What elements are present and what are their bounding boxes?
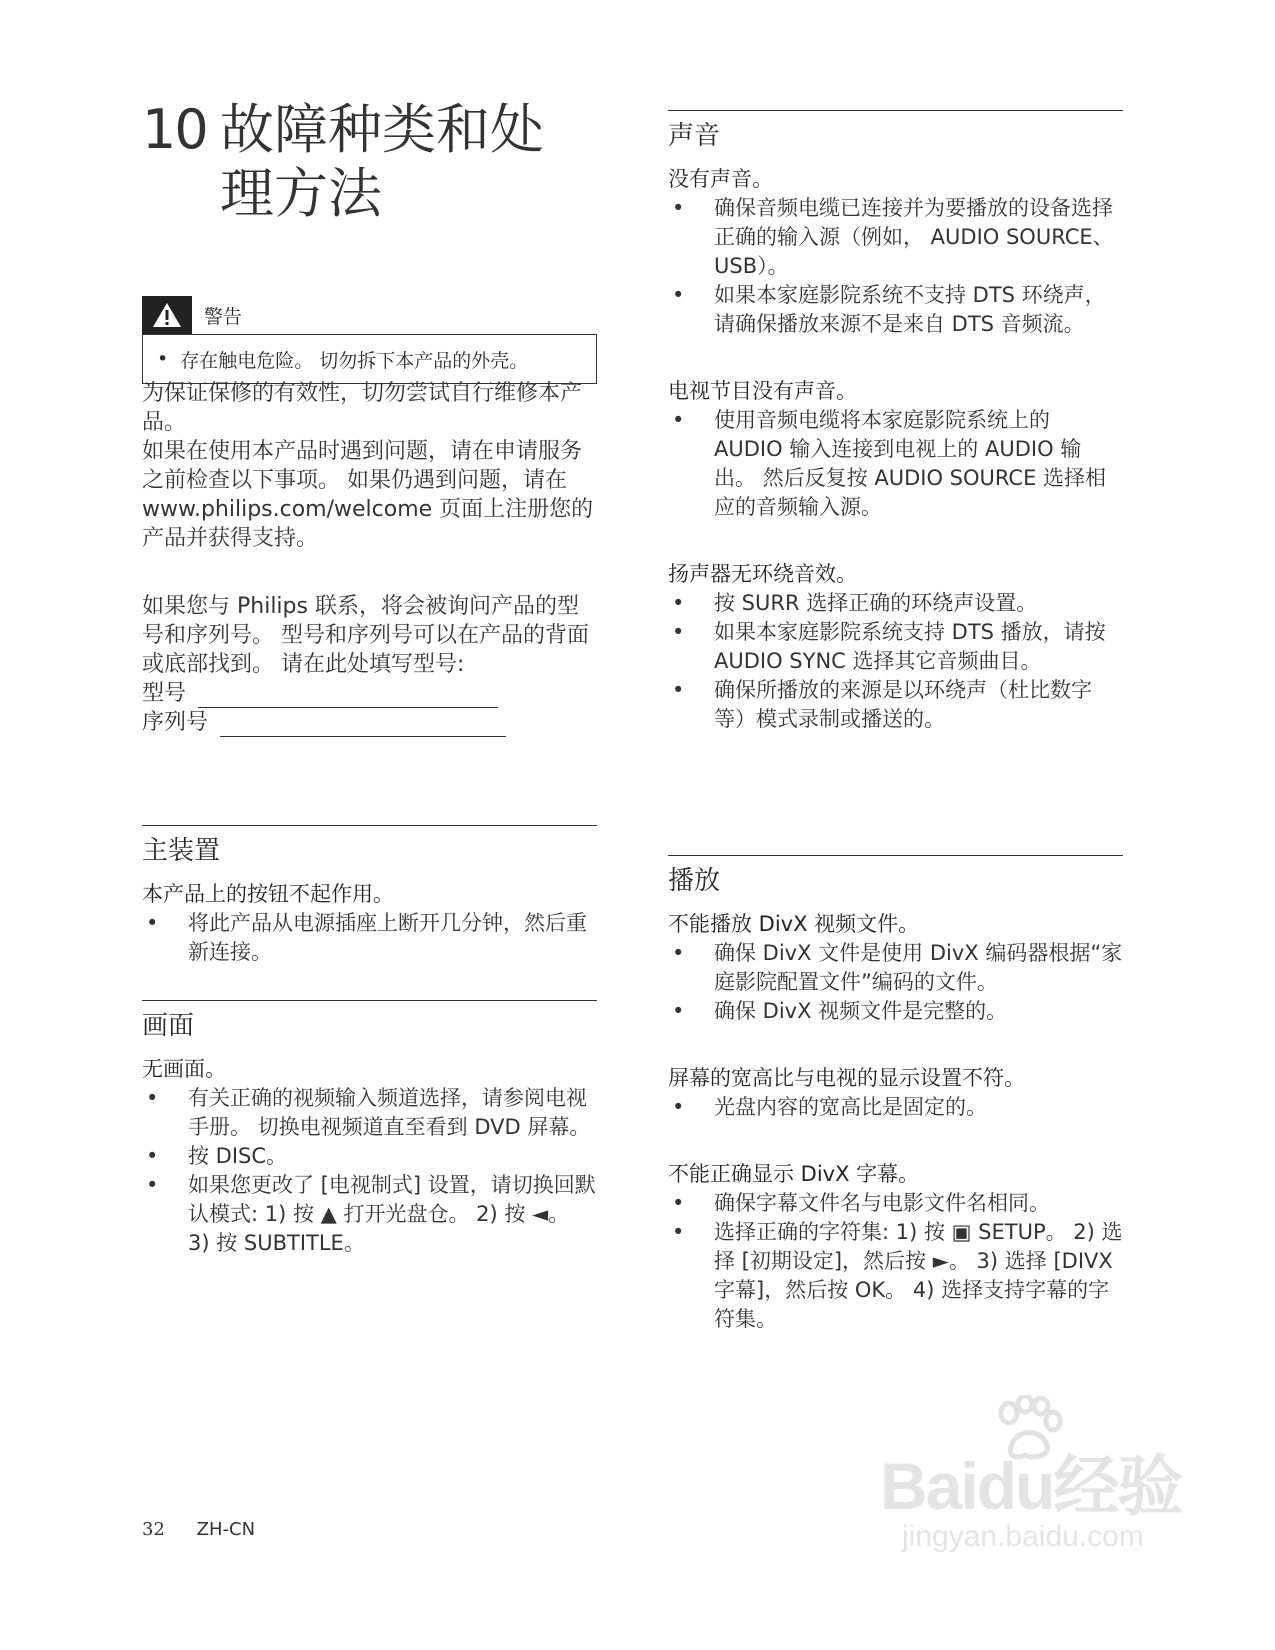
list-item	[668, 406, 1123, 522]
model-blank-line	[198, 685, 498, 708]
issue-title: 没有声音。	[668, 167, 773, 191]
section-title: 播放	[668, 866, 721, 896]
list-item	[142, 1084, 597, 1142]
solution-list	[668, 1189, 1123, 1334]
bullet: •	[672, 1191, 685, 1215]
item-text: 按 DISC。	[188, 1144, 288, 1168]
intro-paragraph-3: 如果您与 Philips 联系，将会被询问产品的型号和序列号。 型号和序列号可以在产品的背面或底部找到。 请在此处填写型号:	[142, 594, 589, 677]
solution-list	[668, 939, 1123, 1026]
item-text: 按 SURR 选择正确的环绕声设置。	[714, 591, 1038, 615]
issue-title: 本产品上的按钮不起作用。	[142, 882, 394, 906]
solution-list	[142, 909, 597, 967]
solution-list	[668, 1093, 1123, 1122]
item-text: 确保字幕文件名与电影文件名相同。	[714, 1191, 1050, 1215]
bullet: •	[672, 941, 685, 965]
page-footer	[142, 1519, 255, 1540]
bullet: •	[672, 591, 685, 615]
solution-list	[142, 1084, 597, 1258]
section-play	[668, 855, 1123, 1334]
bullet: •	[146, 1086, 159, 1110]
watermark-brand: Baidu经验	[880, 1449, 1182, 1523]
bullet: •	[146, 1173, 159, 1197]
bullet: •	[146, 911, 159, 935]
bullet: •	[672, 620, 685, 644]
list-item	[668, 1093, 1123, 1122]
serial-blank-line	[220, 714, 506, 737]
model-label: 型号	[142, 681, 187, 706]
list-item	[668, 1189, 1123, 1218]
issue-title: 不能播放 DivX 视频文件。	[668, 912, 920, 936]
solution-list	[668, 406, 1123, 522]
issue-title: 无画面。	[142, 1057, 226, 1081]
warning-header	[142, 296, 597, 334]
item-text: 如果本家庭影院系统支持 DTS 播放，请按 AUDIO SYNC 选择其它音频曲目。	[714, 620, 1106, 673]
issue-title: 扬声器无环绕音效。	[668, 562, 857, 586]
item-text: 如果本家庭影院系统不支持 DTS 环绕声，请确保播放来源不是来自 DTS 音频流。	[714, 283, 1106, 336]
intro-paragraph-2: 如果在使用本产品时遇到问题，请在申请服务之前检查以下事项。 如果仍遇到问题，请在 www.philips.com/welcome 页面上注册您的产品并获得支持。	[142, 439, 594, 551]
issue-title: 电视节目没有声音。	[668, 379, 857, 403]
list-item	[668, 676, 1123, 734]
contact-block	[142, 592, 597, 737]
solution-list	[668, 589, 1123, 734]
list-item	[668, 281, 1123, 339]
section-title: 主装置	[142, 836, 221, 866]
list-item	[668, 997, 1123, 1026]
bullet: •	[146, 1144, 159, 1168]
bullet: •	[672, 196, 685, 220]
watermark-url: jingyan.baidu.com	[902, 1520, 1144, 1553]
section-picture	[142, 1000, 597, 1258]
section-rule	[142, 825, 597, 826]
item-text: 确保 DivX 文件是使用 DivX 编码器根据“家庭影院配置文件”编码的文件。	[714, 941, 1123, 994]
list-item	[668, 589, 1123, 618]
list-item	[142, 1171, 597, 1258]
section-rule	[668, 855, 1123, 856]
item-text: 确保 DivX 视频文件是完整的。	[714, 999, 1008, 1023]
list-item	[668, 939, 1123, 997]
list-item	[668, 1218, 1123, 1334]
section-title: 声音	[668, 121, 721, 151]
section-sound	[668, 110, 1123, 734]
bullet: •	[672, 999, 685, 1023]
warning-box	[142, 296, 597, 384]
item-text: 如果您更改了 [电视制式] 设置，请切换回默认模式: 1) 按 ▲ 打开光盘仓。 2) 按 ◄。 3) 按 SUBTITLE。	[188, 1173, 596, 1255]
bullet: •	[672, 1220, 685, 1244]
bullet: •	[672, 678, 685, 702]
item-text: 将此产品从电源插座上断开几分钟，然后重新连接。	[188, 911, 587, 964]
baidu-watermark	[880, 1395, 1200, 1575]
bullet: •	[672, 1095, 685, 1119]
section-title: 画面	[142, 1011, 195, 1041]
section-rule	[668, 110, 1123, 111]
bullet: •	[157, 348, 169, 370]
serial-label: 序列号	[142, 710, 209, 735]
item-text: 选择正确的字符集: 1) 按 ▣ SETUP。 2) 选择 [初期设定]，然后按 ►。 3) 选择 [DIVX 字幕]，然后按 OK。 4) 选择支持字幕的字符集。	[714, 1220, 1123, 1331]
solution-list	[668, 194, 1123, 339]
chapter-heading	[142, 98, 602, 226]
language-code: ZH-CN	[196, 1519, 256, 1540]
list-item	[142, 909, 597, 967]
chapter-number: 10	[142, 98, 207, 161]
chapter-title: 故障种类和处理方法	[220, 98, 544, 225]
item-text: 确保所播放的来源是以环绕声（杜比数字等）模式录制或播送的。	[714, 678, 1092, 731]
list-item	[142, 1142, 597, 1171]
warning-text: 存在触电危险。 切勿拆下本产品的外壳。	[180, 349, 529, 372]
section-rule	[142, 1000, 597, 1001]
section-main-unit	[142, 825, 597, 967]
issue-title: 不能正确显示 DivX 字幕。	[668, 1162, 920, 1186]
item-text: 确保音频电缆已连接并为要播放的设备选择正确的输入源（例如， AUDIO SOURCE、USB）。	[714, 196, 1114, 278]
intro-block	[142, 379, 597, 553]
warning-triangle-icon	[142, 296, 192, 334]
bullet: •	[672, 408, 685, 432]
list-item	[668, 618, 1123, 676]
warning-content	[142, 334, 597, 384]
bullet: •	[672, 283, 685, 307]
model-field	[142, 679, 597, 708]
item-text: 有关正确的视频输入频道选择，请参阅电视手册。 切换电视频道直至看到 DVD 屏幕。	[188, 1086, 591, 1139]
page-number: 32	[142, 1519, 165, 1540]
intro-paragraph-1: 为保证保修的有效性，切勿尝试自行维修本产品。	[142, 381, 583, 435]
issue-title: 屏幕的宽高比与电视的显示设置不符。	[668, 1066, 1025, 1090]
list-item	[668, 194, 1123, 281]
serial-field	[142, 708, 597, 737]
item-text: 使用音频电缆将本家庭影院系统上的 AUDIO 输入连接到电视上的 AUDIO 输出。 然后反复按 AUDIO SOURCE 选择相应的音频输入源。	[714, 408, 1107, 519]
item-text: 光盘内容的宽高比是固定的。	[714, 1095, 987, 1119]
warning-label: 警告	[204, 305, 243, 328]
